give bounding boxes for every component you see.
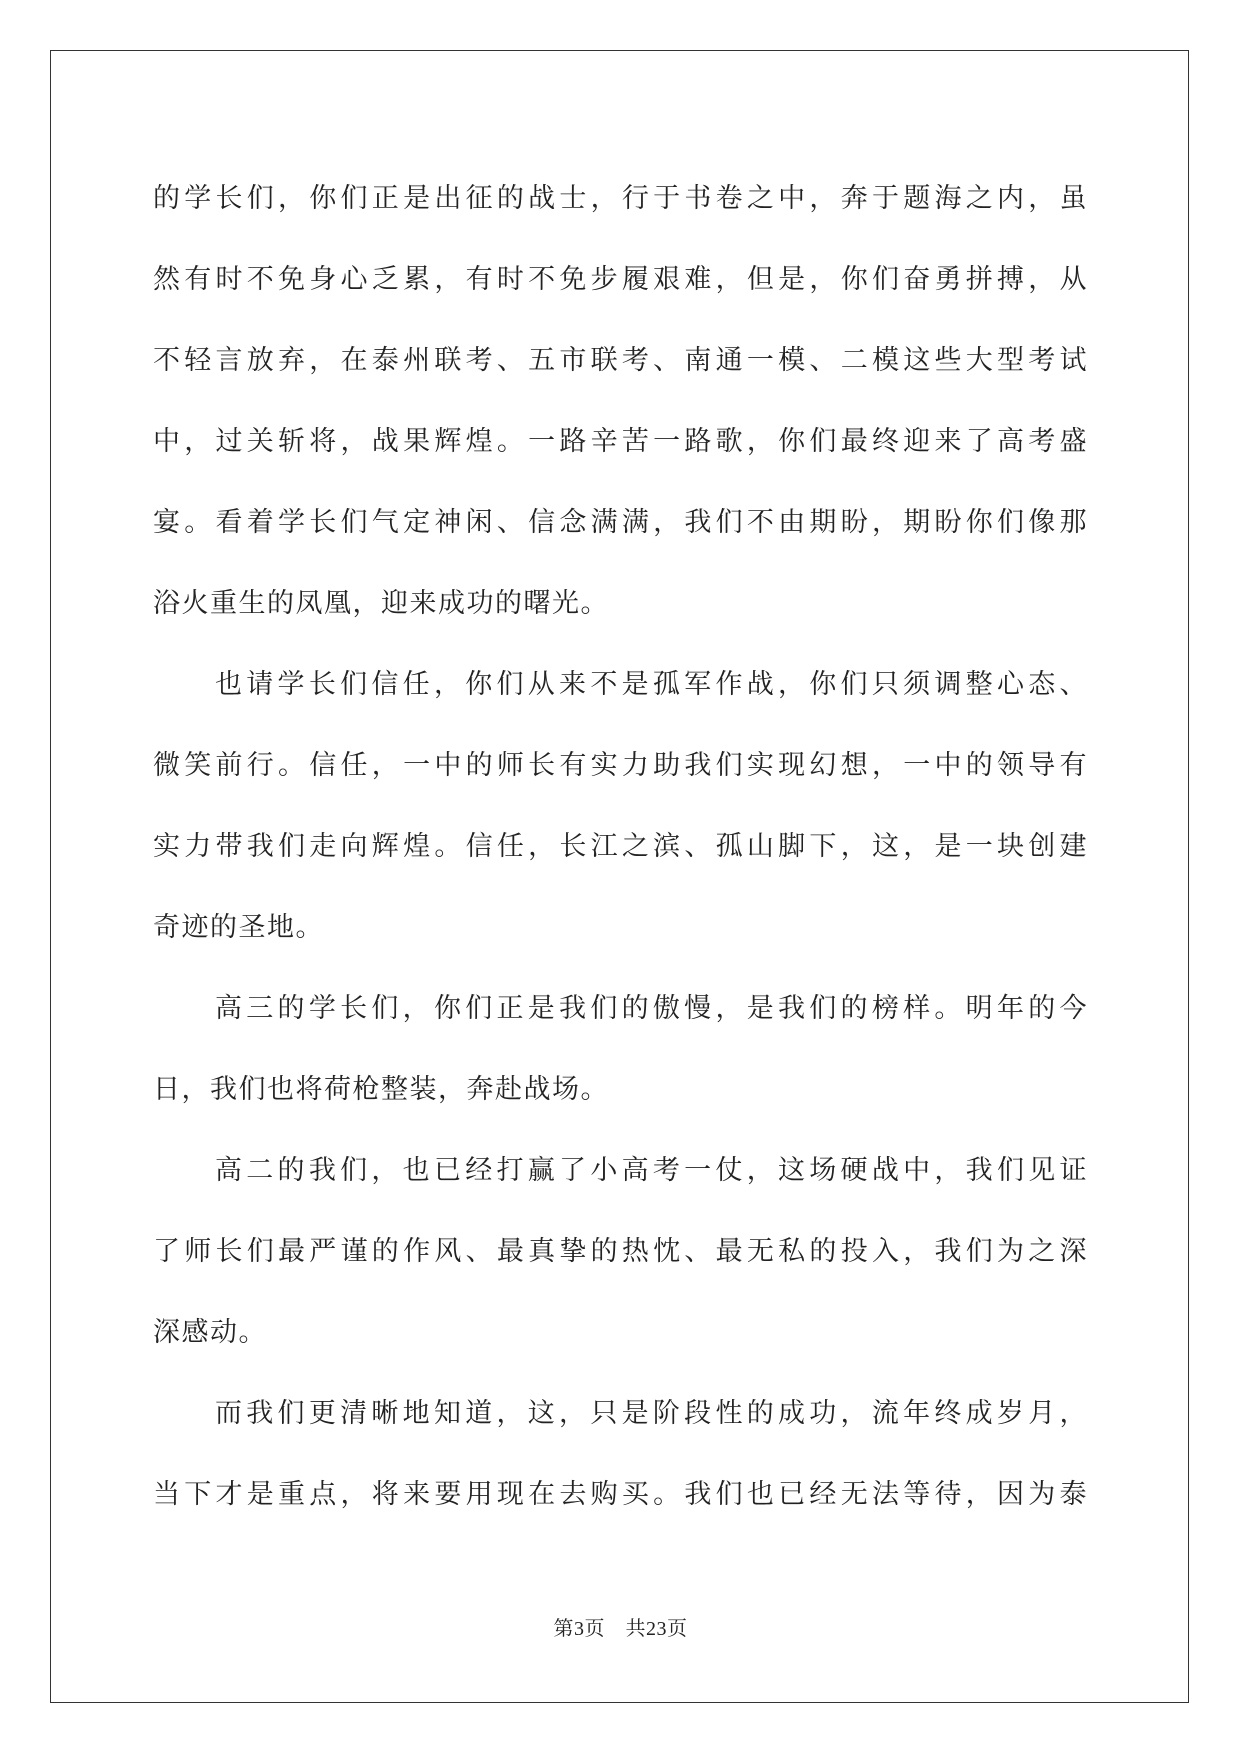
text-line: 宴。看着学长们气定神闲、信念满满，我们不由期盼，期盼你们像那 — [153, 507, 1088, 538]
text-line: 微笑前行。信任，一中的师长有实力助我们实现幻想，一中的领导有 — [153, 750, 1088, 781]
text-line: 而我们更清晰地知道，这，只是阶段性的成功，流年终成岁月， — [215, 1398, 1088, 1429]
paragraph — [153, 644, 1088, 968]
text-line: 高三的学长们，你们正是我们的傲慢，是我们的榜样。明年的今 — [215, 993, 1088, 1024]
text-line: 然有时不免身心乏累，有时不免步履艰难，但是，你们奋勇拼搏，从 — [153, 264, 1088, 295]
text-line: 日，我们也将荷枪整装，奔赴战场。 — [153, 1074, 609, 1105]
document-body — [153, 158, 1088, 1535]
text-line: 也请学长们信任，你们从来不是孤军作战，你们只须调整心态、 — [215, 669, 1088, 700]
text-line: 中，过关斩将，战果辉煌。一路辛苦一路歌，你们最终迎来了高考盛 — [153, 426, 1088, 457]
text-line: 浴火重生的凤凰，迎来成功的曙光。 — [153, 588, 609, 619]
paragraph — [153, 1130, 1088, 1373]
text-line: 深感动。 — [153, 1317, 267, 1348]
text-line: 实力带我们走向辉煌。信任，长江之滨、孤山脚下，这，是一块创建 — [153, 831, 1088, 862]
text-line: 高二的我们，也已经打赢了小高考一仗，这场硬战中，我们见证 — [215, 1155, 1088, 1186]
paragraph — [153, 1373, 1088, 1535]
text-line: 当下才是重点，将来要用现在去购买。我们也已经无法等待，因为泰 — [153, 1479, 1088, 1510]
text-line: 了师长们最严谨的作风、最真挚的热忱、最无私的投入，我们为之深 — [153, 1236, 1088, 1267]
text-line: 不轻言放弃，在泰州联考、五市联考、南通一模、二模这些大型考试 — [153, 345, 1088, 376]
page-number-footer: 第3页 共23页 — [553, 1618, 688, 1640]
paragraph — [153, 158, 1088, 644]
text-line: 的学长们，你们正是出征的战士，行于书卷之中，奔于题海之内，虽 — [153, 183, 1088, 214]
text-line: 奇迹的圣地。 — [153, 912, 324, 943]
paragraph — [153, 968, 1088, 1130]
